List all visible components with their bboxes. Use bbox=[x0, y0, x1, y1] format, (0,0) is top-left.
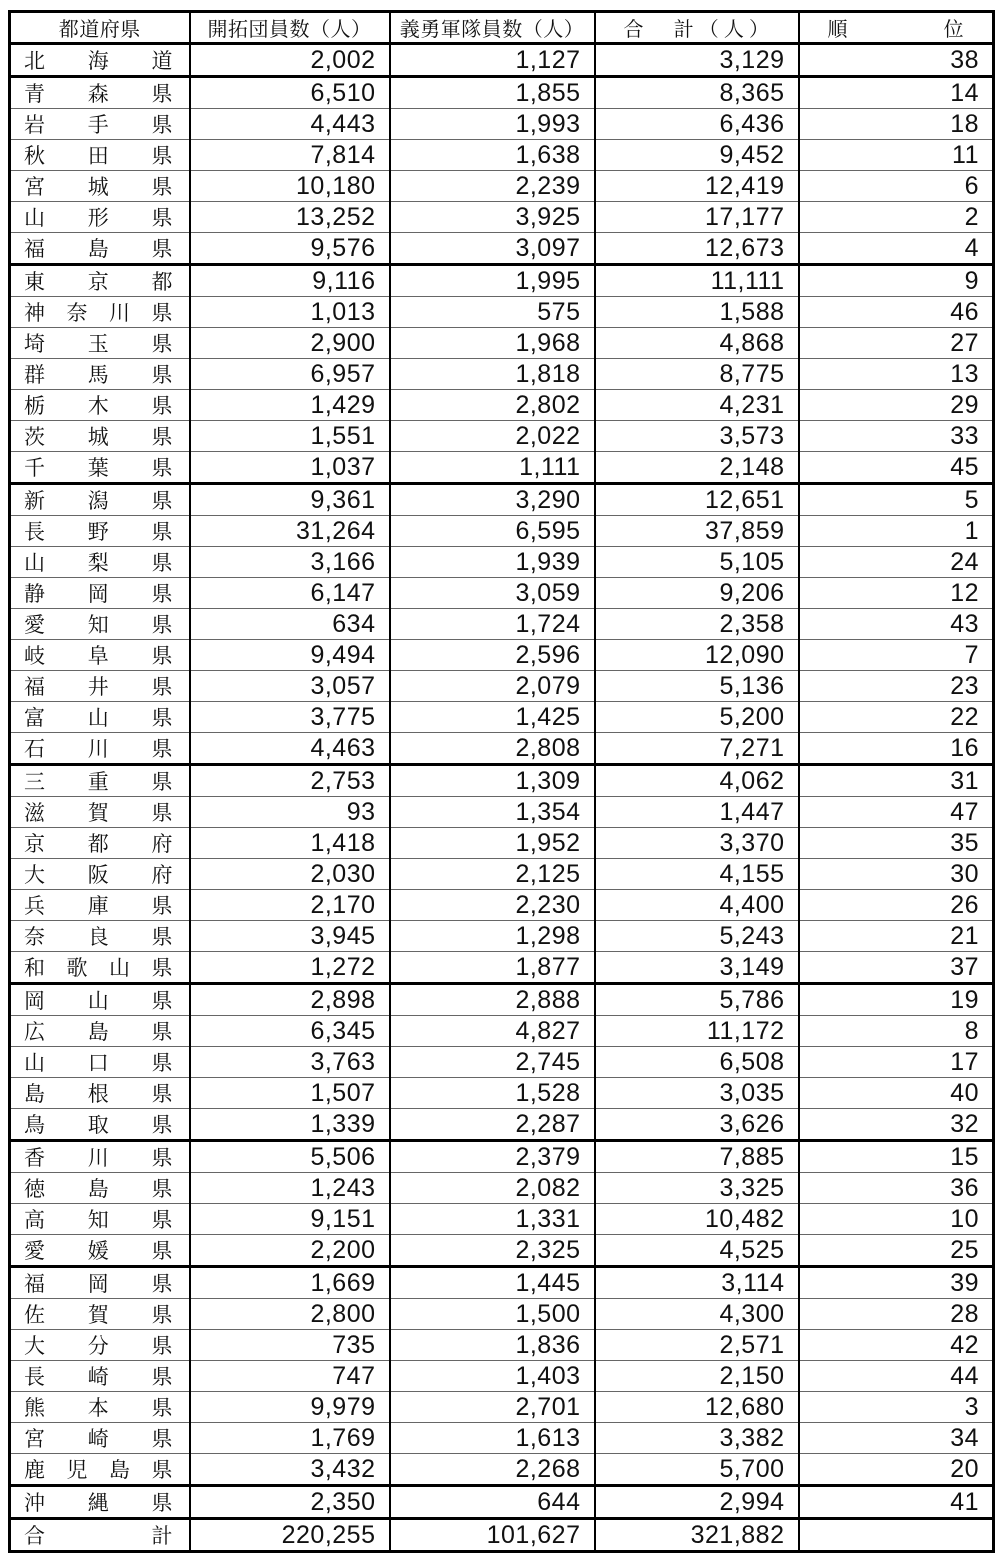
table-row bbox=[10, 171, 994, 202]
header-total: 合 計（人） bbox=[595, 12, 799, 44]
pioneer-count-cell: 9,151 bbox=[190, 1204, 390, 1235]
pioneer-count-cell: 93 bbox=[190, 797, 390, 828]
volunteer-count-cell: 1,298 bbox=[390, 921, 595, 952]
table-row bbox=[10, 233, 994, 265]
rank-cell: 26 bbox=[799, 890, 994, 921]
total-count-cell: 5,200 bbox=[595, 702, 799, 733]
table-row bbox=[10, 984, 994, 1016]
rank-cell: 9 bbox=[799, 265, 994, 297]
pioneer-count-cell: 9,576 bbox=[190, 233, 390, 265]
total-count-cell: 5,786 bbox=[595, 984, 799, 1016]
total-count-cell: 8,775 bbox=[595, 359, 799, 390]
volunteer-count-cell: 2,888 bbox=[390, 984, 595, 1016]
table-row bbox=[10, 484, 994, 516]
prefecture-name-cell: 福井県 bbox=[10, 671, 190, 702]
prefecture-name-cell: 長野県 bbox=[10, 516, 190, 547]
total-count-cell: 2,150 bbox=[595, 1361, 799, 1392]
volunteer-count-cell: 1,445 bbox=[390, 1267, 595, 1299]
volunteer-count-cell: 1,425 bbox=[390, 702, 595, 733]
pioneer-count-cell: 1,551 bbox=[190, 421, 390, 452]
table-row bbox=[10, 1141, 994, 1173]
total-count-cell: 3,573 bbox=[595, 421, 799, 452]
table-row bbox=[10, 765, 994, 797]
total-count-cell: 4,400 bbox=[595, 890, 799, 921]
volunteer-count-cell: 1,939 bbox=[390, 547, 595, 578]
rank-cell: 32 bbox=[799, 1109, 994, 1141]
volunteer-count-cell: 1,855 bbox=[390, 77, 595, 109]
pioneer-count-cell: 9,979 bbox=[190, 1392, 390, 1423]
pioneer-count-cell: 31,264 bbox=[190, 516, 390, 547]
total-count-cell: 4,231 bbox=[595, 390, 799, 421]
volunteer-count-cell: 3,290 bbox=[390, 484, 595, 516]
rank-cell: 17 bbox=[799, 1047, 994, 1078]
table-row bbox=[10, 1361, 994, 1392]
volunteer-count-cell: 2,596 bbox=[390, 640, 595, 671]
volunteer-count-cell: 1,968 bbox=[390, 328, 595, 359]
total-count-cell: 7,885 bbox=[595, 1141, 799, 1173]
prefecture-name-cell: 沖縄県 bbox=[10, 1486, 190, 1519]
volunteer-count-cell: 1,111 bbox=[390, 452, 595, 484]
volunteer-count-cell: 1,331 bbox=[390, 1204, 595, 1235]
pioneer-count-cell: 13,252 bbox=[190, 202, 390, 233]
pioneer-count-cell: 4,463 bbox=[190, 733, 390, 765]
rank-cell: 28 bbox=[799, 1299, 994, 1330]
rank-cell: 41 bbox=[799, 1486, 994, 1519]
total-count-cell: 7,271 bbox=[595, 733, 799, 765]
pioneer-count-cell: 2,200 bbox=[190, 1235, 390, 1267]
prefecture-name-cell: 島根県 bbox=[10, 1078, 190, 1109]
rank-cell: 34 bbox=[799, 1423, 994, 1454]
prefecture-name-cell: 熊本県 bbox=[10, 1392, 190, 1423]
rank-cell: 3 bbox=[799, 1392, 994, 1423]
total-count-cell: 6,508 bbox=[595, 1047, 799, 1078]
total-count-cell: 2,358 bbox=[595, 609, 799, 640]
rank-cell: 37 bbox=[799, 952, 994, 984]
rank-cell: 40 bbox=[799, 1078, 994, 1109]
table-row bbox=[10, 452, 994, 484]
volunteer-count-cell: 4,827 bbox=[390, 1016, 595, 1047]
total-count-cell: 3,149 bbox=[595, 952, 799, 984]
prefecture-name-cell: 徳島県 bbox=[10, 1173, 190, 1204]
total-count-cell: 3,035 bbox=[595, 1078, 799, 1109]
total-count-cell: 9,206 bbox=[595, 578, 799, 609]
rank-cell: 1 bbox=[799, 516, 994, 547]
table-row bbox=[10, 609, 994, 640]
table-row bbox=[10, 1016, 994, 1047]
volunteer-count-cell: 1,818 bbox=[390, 359, 595, 390]
table-row bbox=[10, 328, 994, 359]
table-row bbox=[10, 140, 994, 171]
volunteer-count-cell: 2,268 bbox=[390, 1454, 595, 1486]
prefecture-name-cell: 岩手県 bbox=[10, 109, 190, 140]
prefecture-name-cell: 山梨県 bbox=[10, 547, 190, 578]
total-count-cell: 3,382 bbox=[595, 1423, 799, 1454]
pioneer-count-cell: 2,753 bbox=[190, 765, 390, 797]
prefecture-name-cell: 群馬県 bbox=[10, 359, 190, 390]
prefecture-name-cell: 兵庫県 bbox=[10, 890, 190, 921]
prefecture-statistics-table bbox=[8, 10, 995, 1553]
rank-cell: 43 bbox=[799, 609, 994, 640]
table-row bbox=[10, 421, 994, 452]
prefecture-name-cell: 栃木県 bbox=[10, 390, 190, 421]
table-row bbox=[10, 733, 994, 765]
header-pioneer-count: 開拓団員数（人） bbox=[190, 12, 390, 44]
volunteer-count-cell: 1,993 bbox=[390, 109, 595, 140]
pioneer-count-cell: 1,272 bbox=[190, 952, 390, 984]
volunteer-count-cell: 1,528 bbox=[390, 1078, 595, 1109]
rank-cell: 10 bbox=[799, 1204, 994, 1235]
table-row bbox=[10, 1109, 994, 1141]
pioneer-count-cell: 3,775 bbox=[190, 702, 390, 733]
volunteer-count-cell: 644 bbox=[390, 1486, 595, 1519]
header-rank: 順 位 bbox=[799, 12, 994, 44]
rank-cell: 12 bbox=[799, 578, 994, 609]
table-row bbox=[10, 578, 994, 609]
total-count-cell: 3,626 bbox=[595, 1109, 799, 1141]
table-row bbox=[10, 44, 994, 77]
prefecture-name-cell: 鹿児島県 bbox=[10, 1454, 190, 1486]
rank-cell: 13 bbox=[799, 359, 994, 390]
rank-cell: 25 bbox=[799, 1235, 994, 1267]
volunteer-count-cell: 1,877 bbox=[390, 952, 595, 984]
prefecture-name-cell: 広島県 bbox=[10, 1016, 190, 1047]
pioneer-count-cell: 1,339 bbox=[190, 1109, 390, 1141]
rank-cell: 2 bbox=[799, 202, 994, 233]
total-count-cell: 9,452 bbox=[595, 140, 799, 171]
pioneer-count-cell: 2,002 bbox=[190, 44, 390, 77]
volunteer-count-cell: 2,745 bbox=[390, 1047, 595, 1078]
pioneer-count-cell: 3,057 bbox=[190, 671, 390, 702]
prefecture-name-cell: 京都府 bbox=[10, 828, 190, 859]
pioneer-count-cell: 3,166 bbox=[190, 547, 390, 578]
rank-cell: 29 bbox=[799, 390, 994, 421]
table-row bbox=[10, 952, 994, 984]
pioneer-count-cell: 735 bbox=[190, 1330, 390, 1361]
table-row bbox=[10, 640, 994, 671]
total-count-cell: 3,325 bbox=[595, 1173, 799, 1204]
rank-cell: 16 bbox=[799, 733, 994, 765]
rank-cell: 4 bbox=[799, 233, 994, 265]
total-volunteers-cell: 101,627 bbox=[390, 1519, 595, 1552]
header-prefecture: 都道府県 bbox=[10, 12, 190, 44]
total-count-cell: 5,105 bbox=[595, 547, 799, 578]
volunteer-count-cell: 2,701 bbox=[390, 1392, 595, 1423]
volunteer-count-cell: 1,403 bbox=[390, 1361, 595, 1392]
table-row bbox=[10, 1423, 994, 1454]
rank-cell: 47 bbox=[799, 797, 994, 828]
table-row bbox=[10, 390, 994, 421]
prefecture-name-cell: 香川県 bbox=[10, 1141, 190, 1173]
table-row bbox=[10, 671, 994, 702]
volunteer-count-cell: 1,309 bbox=[390, 765, 595, 797]
total-count-cell: 2,994 bbox=[595, 1486, 799, 1519]
total-count-cell: 1,588 bbox=[595, 297, 799, 328]
rank-cell: 30 bbox=[799, 859, 994, 890]
pioneer-count-cell: 2,030 bbox=[190, 859, 390, 890]
prefecture-name-cell: 神奈川県 bbox=[10, 297, 190, 328]
table-row bbox=[10, 109, 994, 140]
total-rank-cell bbox=[799, 1519, 994, 1552]
table-row bbox=[10, 297, 994, 328]
prefecture-name-cell: 青森県 bbox=[10, 77, 190, 109]
rank-cell: 35 bbox=[799, 828, 994, 859]
table-row bbox=[10, 797, 994, 828]
prefecture-name-cell: 茨城県 bbox=[10, 421, 190, 452]
volunteer-count-cell: 575 bbox=[390, 297, 595, 328]
rank-cell: 33 bbox=[799, 421, 994, 452]
pioneer-count-cell: 2,898 bbox=[190, 984, 390, 1016]
prefecture-name-cell: 岡山県 bbox=[10, 984, 190, 1016]
total-count-cell: 17,177 bbox=[595, 202, 799, 233]
table-row bbox=[10, 1204, 994, 1235]
prefecture-name-cell: 福島県 bbox=[10, 233, 190, 265]
prefecture-name-cell: 滋賀県 bbox=[10, 797, 190, 828]
pioneer-count-cell: 6,345 bbox=[190, 1016, 390, 1047]
rank-cell: 7 bbox=[799, 640, 994, 671]
table-row bbox=[10, 1078, 994, 1109]
rank-cell: 42 bbox=[799, 1330, 994, 1361]
rank-cell: 8 bbox=[799, 1016, 994, 1047]
total-count-cell: 4,525 bbox=[595, 1235, 799, 1267]
volunteer-count-cell: 3,925 bbox=[390, 202, 595, 233]
table-row bbox=[10, 1486, 994, 1519]
pioneer-count-cell: 1,769 bbox=[190, 1423, 390, 1454]
table-row bbox=[10, 1454, 994, 1486]
pioneer-count-cell: 2,350 bbox=[190, 1486, 390, 1519]
pioneer-count-cell: 1,669 bbox=[190, 1267, 390, 1299]
volunteer-count-cell: 1,127 bbox=[390, 44, 595, 77]
volunteer-count-cell: 6,595 bbox=[390, 516, 595, 547]
total-count-cell: 4,868 bbox=[595, 328, 799, 359]
rank-cell: 18 bbox=[799, 109, 994, 140]
volunteer-count-cell: 3,059 bbox=[390, 578, 595, 609]
prefecture-name-cell: 北海道 bbox=[10, 44, 190, 77]
prefecture-name-cell: 東京都 bbox=[10, 265, 190, 297]
pioneer-count-cell: 2,900 bbox=[190, 328, 390, 359]
volunteer-count-cell: 2,125 bbox=[390, 859, 595, 890]
prefecture-name-cell: 三重県 bbox=[10, 765, 190, 797]
table-row bbox=[10, 1392, 994, 1423]
total-count-cell: 11,111 bbox=[595, 265, 799, 297]
volunteer-count-cell: 1,724 bbox=[390, 609, 595, 640]
prefecture-name-cell: 埼玉県 bbox=[10, 328, 190, 359]
total-count-cell: 3,129 bbox=[595, 44, 799, 77]
table-row bbox=[10, 1267, 994, 1299]
prefecture-name-cell: 宮城県 bbox=[10, 171, 190, 202]
table-row bbox=[10, 1173, 994, 1204]
table-row bbox=[10, 890, 994, 921]
pioneer-count-cell: 6,510 bbox=[190, 77, 390, 109]
volunteer-count-cell: 2,239 bbox=[390, 171, 595, 202]
rank-cell: 11 bbox=[799, 140, 994, 171]
total-count-cell: 6,436 bbox=[595, 109, 799, 140]
prefecture-name-cell: 宮崎県 bbox=[10, 1423, 190, 1454]
pioneer-count-cell: 3,763 bbox=[190, 1047, 390, 1078]
total-count-cell: 3,114 bbox=[595, 1267, 799, 1299]
table-row bbox=[10, 921, 994, 952]
prefecture-name-cell: 富山県 bbox=[10, 702, 190, 733]
volunteer-count-cell: 2,287 bbox=[390, 1109, 595, 1141]
prefecture-name-cell: 石川県 bbox=[10, 733, 190, 765]
rank-cell: 36 bbox=[799, 1173, 994, 1204]
total-count-cell: 1,447 bbox=[595, 797, 799, 828]
total-count-cell: 12,419 bbox=[595, 171, 799, 202]
pioneer-count-cell: 6,957 bbox=[190, 359, 390, 390]
pioneer-count-cell: 1,013 bbox=[190, 297, 390, 328]
total-pioneers-cell: 220,255 bbox=[190, 1519, 390, 1552]
total-count-cell: 12,680 bbox=[595, 1392, 799, 1423]
pioneer-count-cell: 1,037 bbox=[190, 452, 390, 484]
prefecture-name-cell: 静岡県 bbox=[10, 578, 190, 609]
total-row bbox=[10, 1519, 994, 1552]
rank-cell: 6 bbox=[799, 171, 994, 202]
rank-cell: 39 bbox=[799, 1267, 994, 1299]
pioneer-count-cell: 5,506 bbox=[190, 1141, 390, 1173]
rank-cell: 19 bbox=[799, 984, 994, 1016]
prefecture-name-cell: 鳥取県 bbox=[10, 1109, 190, 1141]
pioneer-count-cell: 7,814 bbox=[190, 140, 390, 171]
table-row bbox=[10, 1235, 994, 1267]
pioneer-count-cell: 9,116 bbox=[190, 265, 390, 297]
volunteer-count-cell: 1,613 bbox=[390, 1423, 595, 1454]
prefecture-name-cell: 愛知県 bbox=[10, 609, 190, 640]
rank-cell: 21 bbox=[799, 921, 994, 952]
volunteer-count-cell: 2,022 bbox=[390, 421, 595, 452]
prefecture-name-cell: 福岡県 bbox=[10, 1267, 190, 1299]
total-count-cell: 8,365 bbox=[595, 77, 799, 109]
total-count-cell: 12,651 bbox=[595, 484, 799, 516]
pioneer-count-cell: 3,432 bbox=[190, 1454, 390, 1486]
total-count-cell: 12,673 bbox=[595, 233, 799, 265]
rank-cell: 20 bbox=[799, 1454, 994, 1486]
table-row bbox=[10, 1299, 994, 1330]
prefecture-name-cell: 和歌山県 bbox=[10, 952, 190, 984]
prefecture-name-cell: 佐賀県 bbox=[10, 1299, 190, 1330]
pioneer-count-cell: 1,418 bbox=[190, 828, 390, 859]
prefecture-name-cell: 新潟県 bbox=[10, 484, 190, 516]
header-row bbox=[10, 12, 994, 44]
prefecture-name-cell: 愛媛県 bbox=[10, 1235, 190, 1267]
prefecture-name-cell: 秋田県 bbox=[10, 140, 190, 171]
volunteer-count-cell: 1,638 bbox=[390, 140, 595, 171]
table-row bbox=[10, 1330, 994, 1361]
pioneer-count-cell: 4,443 bbox=[190, 109, 390, 140]
table-row bbox=[10, 359, 994, 390]
rank-cell: 27 bbox=[799, 328, 994, 359]
table-row bbox=[10, 702, 994, 733]
pioneer-count-cell: 6,147 bbox=[190, 578, 390, 609]
pioneer-count-cell: 9,494 bbox=[190, 640, 390, 671]
prefecture-name-cell: 岐阜県 bbox=[10, 640, 190, 671]
total-count-cell: 4,300 bbox=[595, 1299, 799, 1330]
pioneer-count-cell: 10,180 bbox=[190, 171, 390, 202]
table-row bbox=[10, 828, 994, 859]
total-count-cell: 5,243 bbox=[595, 921, 799, 952]
table-row bbox=[10, 516, 994, 547]
table-row bbox=[10, 859, 994, 890]
total-count-cell: 3,370 bbox=[595, 828, 799, 859]
rank-cell: 5 bbox=[799, 484, 994, 516]
prefecture-name-cell: 大分県 bbox=[10, 1330, 190, 1361]
volunteer-count-cell: 2,230 bbox=[390, 890, 595, 921]
volunteer-count-cell: 3,097 bbox=[390, 233, 595, 265]
total-count-cell: 2,571 bbox=[595, 1330, 799, 1361]
rank-cell: 31 bbox=[799, 765, 994, 797]
prefecture-name-cell: 奈良県 bbox=[10, 921, 190, 952]
rank-cell: 22 bbox=[799, 702, 994, 733]
pioneer-count-cell: 1,507 bbox=[190, 1078, 390, 1109]
total-count-cell: 2,148 bbox=[595, 452, 799, 484]
header-volunteer-count: 義勇軍隊員数（人） bbox=[390, 12, 595, 44]
total-count-cell: 37,859 bbox=[595, 516, 799, 547]
volunteer-count-cell: 2,808 bbox=[390, 733, 595, 765]
volunteer-count-cell: 1,995 bbox=[390, 265, 595, 297]
prefecture-name-cell: 高知県 bbox=[10, 1204, 190, 1235]
table-row bbox=[10, 202, 994, 233]
rank-cell: 24 bbox=[799, 547, 994, 578]
prefecture-name-cell: 千葉県 bbox=[10, 452, 190, 484]
rank-cell: 15 bbox=[799, 1141, 994, 1173]
table-row bbox=[10, 547, 994, 578]
volunteer-count-cell: 2,079 bbox=[390, 671, 595, 702]
volunteer-count-cell: 2,379 bbox=[390, 1141, 595, 1173]
table-row bbox=[10, 77, 994, 109]
rank-cell: 38 bbox=[799, 44, 994, 77]
total-sum-cell: 321,882 bbox=[595, 1519, 799, 1552]
volunteer-count-cell: 2,082 bbox=[390, 1173, 595, 1204]
volunteer-count-cell: 2,325 bbox=[390, 1235, 595, 1267]
volunteer-count-cell: 1,836 bbox=[390, 1330, 595, 1361]
total-count-cell: 10,482 bbox=[595, 1204, 799, 1235]
table-row bbox=[10, 1047, 994, 1078]
volunteer-count-cell: 1,952 bbox=[390, 828, 595, 859]
pioneer-count-cell: 2,170 bbox=[190, 890, 390, 921]
pioneer-count-cell: 1,429 bbox=[190, 390, 390, 421]
table-row bbox=[10, 265, 994, 297]
total-count-cell: 12,090 bbox=[595, 640, 799, 671]
pioneer-count-cell: 3,945 bbox=[190, 921, 390, 952]
total-count-cell: 4,155 bbox=[595, 859, 799, 890]
pioneer-count-cell: 634 bbox=[190, 609, 390, 640]
total-label-cell: 合 計 bbox=[10, 1519, 190, 1552]
pioneer-count-cell: 747 bbox=[190, 1361, 390, 1392]
rank-cell: 46 bbox=[799, 297, 994, 328]
prefecture-name-cell: 山口県 bbox=[10, 1047, 190, 1078]
total-count-cell: 5,136 bbox=[595, 671, 799, 702]
volunteer-count-cell: 1,500 bbox=[390, 1299, 595, 1330]
total-count-cell: 11,172 bbox=[595, 1016, 799, 1047]
prefecture-name-cell: 山形県 bbox=[10, 202, 190, 233]
pioneer-count-cell: 2,800 bbox=[190, 1299, 390, 1330]
total-count-cell: 5,700 bbox=[595, 1454, 799, 1486]
pioneer-count-cell: 9,361 bbox=[190, 484, 390, 516]
rank-cell: 14 bbox=[799, 77, 994, 109]
rank-cell: 45 bbox=[799, 452, 994, 484]
total-count-cell: 4,062 bbox=[595, 765, 799, 797]
rank-cell: 23 bbox=[799, 671, 994, 702]
prefecture-name-cell: 大阪府 bbox=[10, 859, 190, 890]
rank-cell: 44 bbox=[799, 1361, 994, 1392]
pioneer-count-cell: 1,243 bbox=[190, 1173, 390, 1204]
prefecture-name-cell: 長崎県 bbox=[10, 1361, 190, 1392]
volunteer-count-cell: 2,802 bbox=[390, 390, 595, 421]
volunteer-count-cell: 1,354 bbox=[390, 797, 595, 828]
